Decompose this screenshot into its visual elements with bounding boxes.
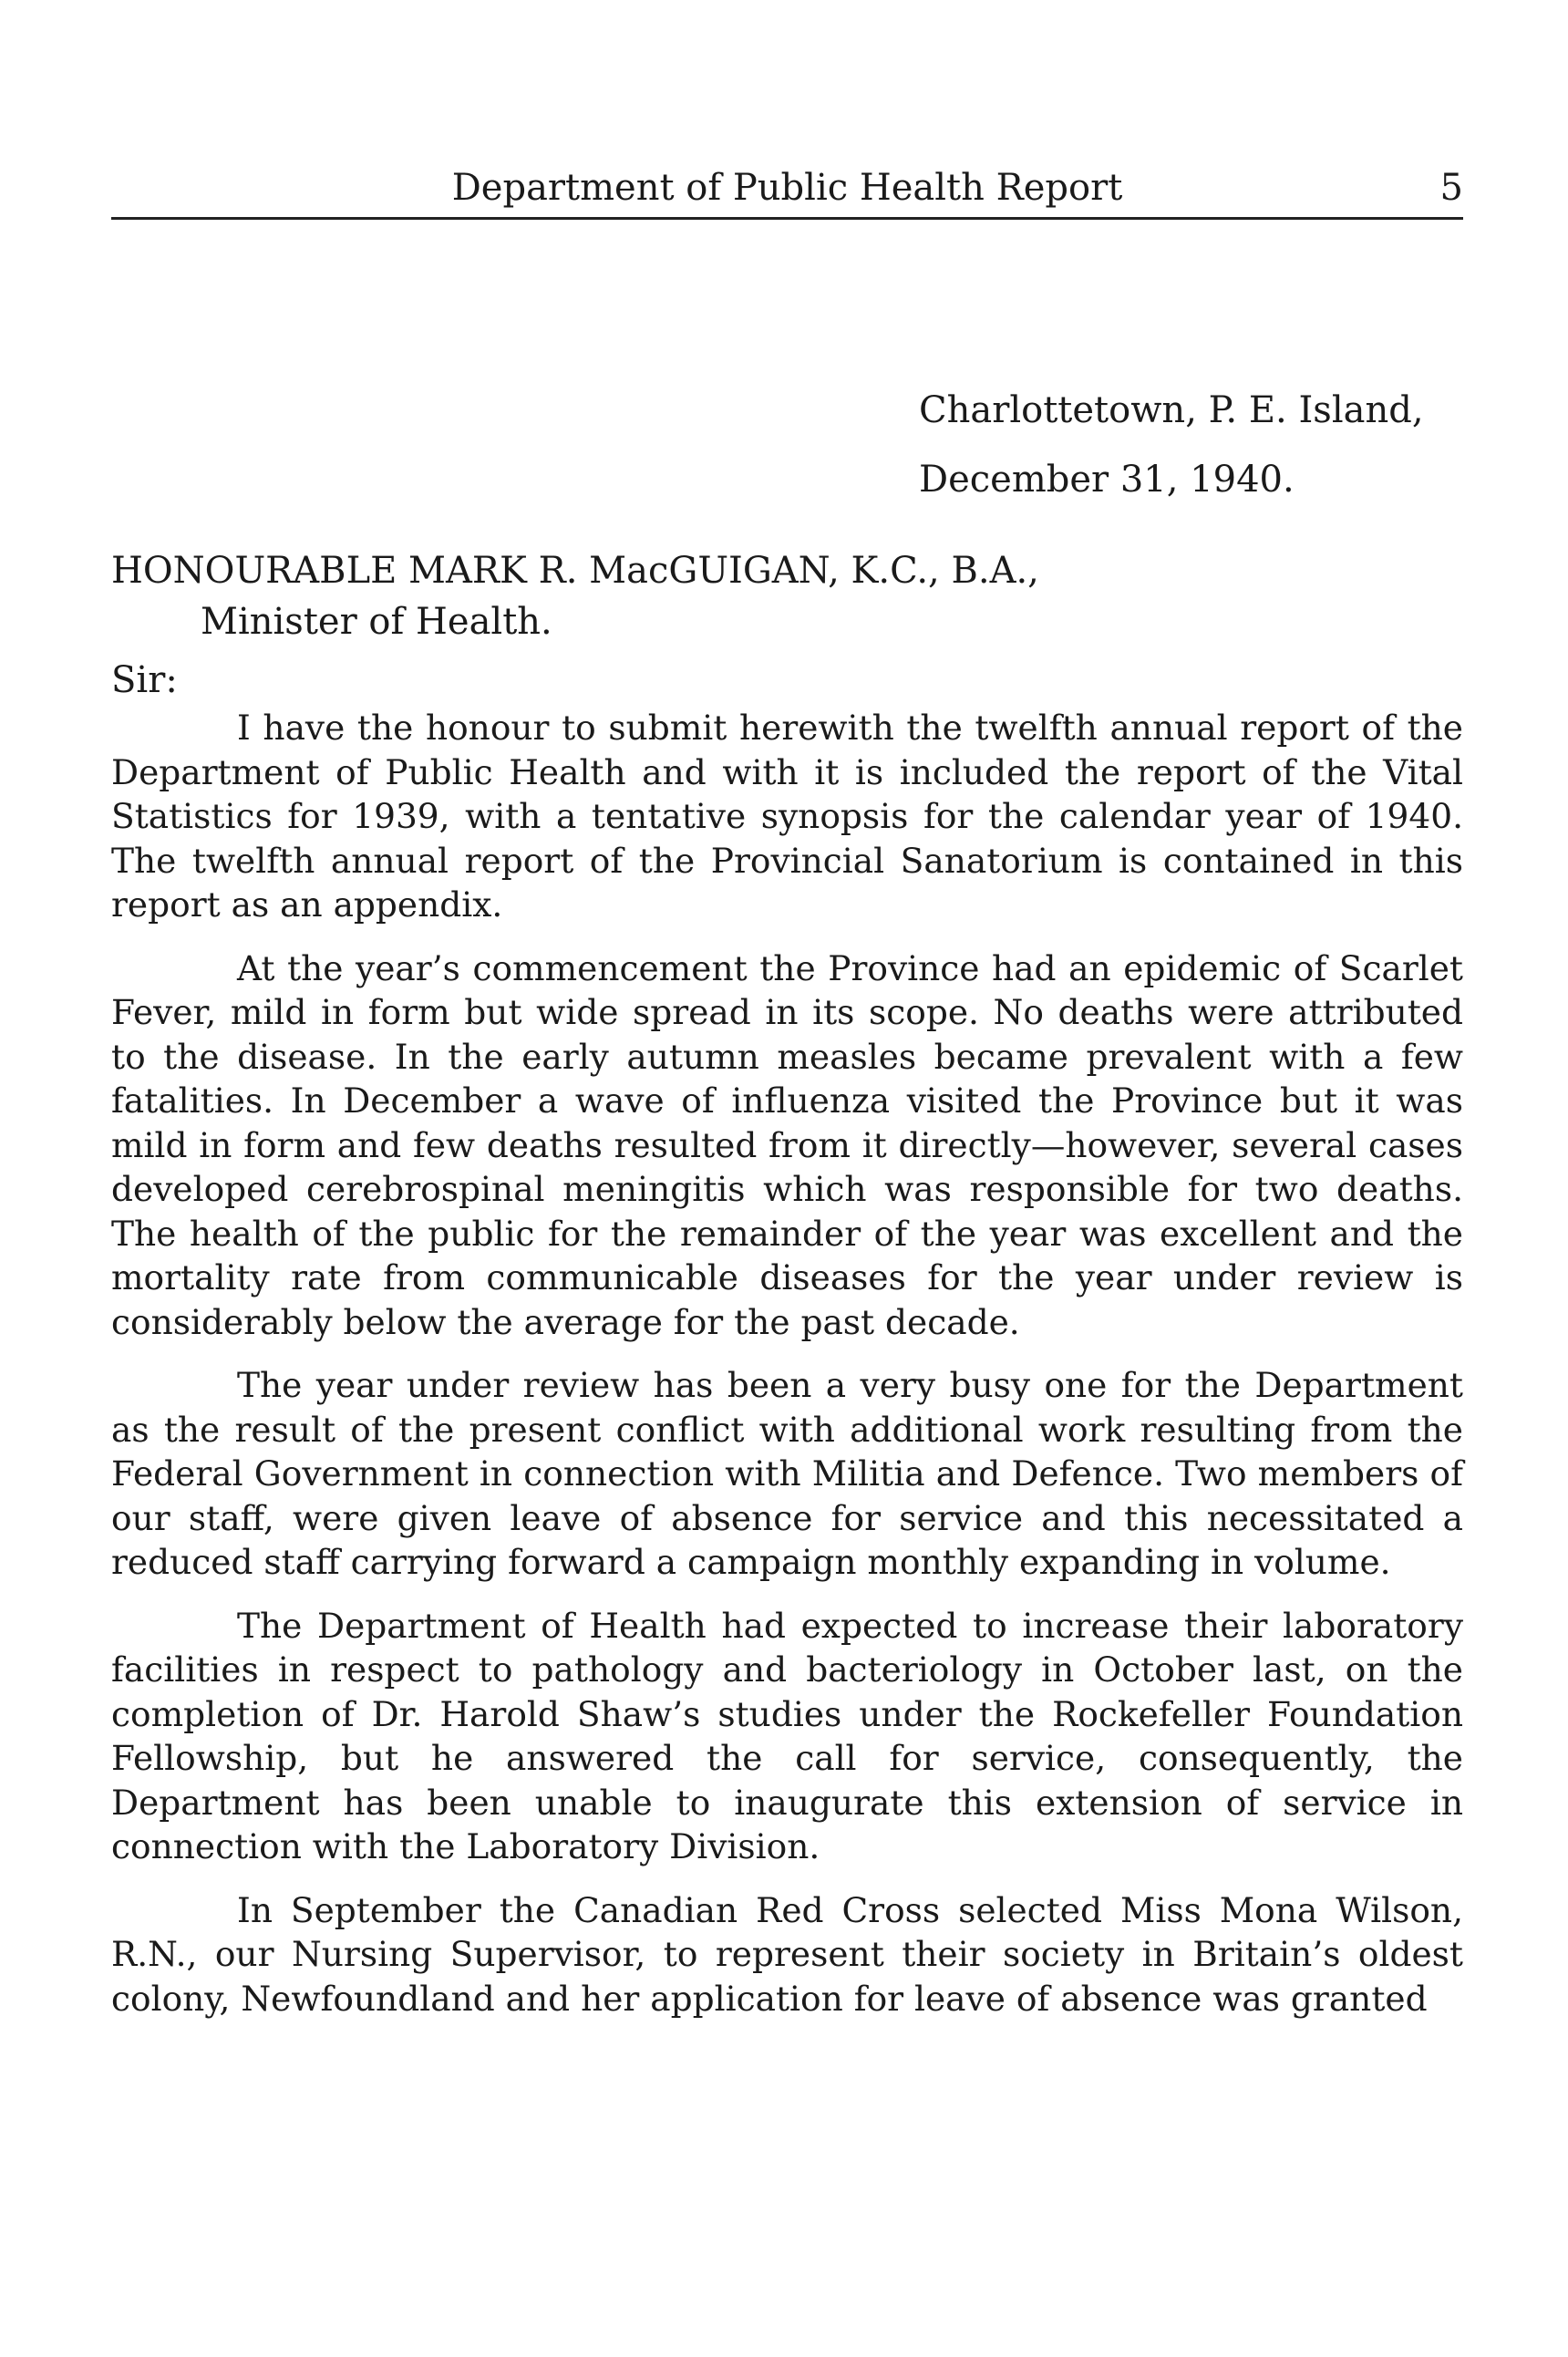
running-header <box>111 162 1463 220</box>
addressee-block <box>111 545 1039 706</box>
addressee-title: Minister of Health. <box>201 601 552 643</box>
body-paragraph: I have the honour to submit herewith the twelfth annual report of the Department of Public Health and with it is included the report of the Vital Statistics for 1939, with a tentative synopsis for the calendar year of 1940. The twelfth annual report of the Provincial Sanatorium is contained in this report as an appendix. <box>111 708 1463 925</box>
body-paragraph: In September the Canadian Red Cross selected Miss Mona Wilson, R.N., our Nursing Supervisor, to represent their society in Britain’s oldest colony, Newfoundland and her application for leave of absence was granted <box>111 1889 1463 2019</box>
dateline <box>919 376 1424 514</box>
page-number: 5 <box>1439 167 1463 209</box>
letter-body <box>111 706 1463 2040</box>
body-paragraph: At the year’s commencement the Province had an epidemic of Scarlet Fever, mild in form but wide spread in its scope. No deaths were attributed to the disease. In the early autumn measles became prevalent with a few fatalities. In December a wave of influenza visited the Province but it was mild in form and few deaths resulted from it directly—however, several cases developed cerebrospinal meningitis which was responsible for two deaths. The health of the public for the remainder of the year was excellent and the mortality rate from communicable diseases for the year under review is considerably below the average for the past decade. <box>111 947 1463 1342</box>
letter-place: Charlottetown, P. E. Island, <box>919 389 1424 431</box>
letter-date: December 31, 1940. <box>919 459 1295 501</box>
body-paragraph: The Department of Health had expected to increase their laboratory facilities in respect to pathology and bacteriology in October last, on the completion of Dr. Harold Shaw’s studies under the Rockefeller Foundation Fellowship, but he answered the call for service, consequently, the Department has been unable to inaugurate this extension of service in connection with the Laboratory Division. <box>111 1605 1463 1866</box>
running-title: Department of Public Health Report <box>451 167 1123 209</box>
salutation: Sir: <box>111 659 178 701</box>
body-paragraph: The year under review has been a very busy one for the Department as the result of the present conflict with additional work resulting from the Federal Government in connection with Militia and Defence. Two members of our staff, were given leave of absence for service and this necessitated a reduced staff carrying forward a campaign monthly expanding in volume. <box>111 1365 1463 1582</box>
addressee-name: HONOURABLE MARK R. MacGUIGAN, K.C., B.A., <box>111 550 1039 592</box>
